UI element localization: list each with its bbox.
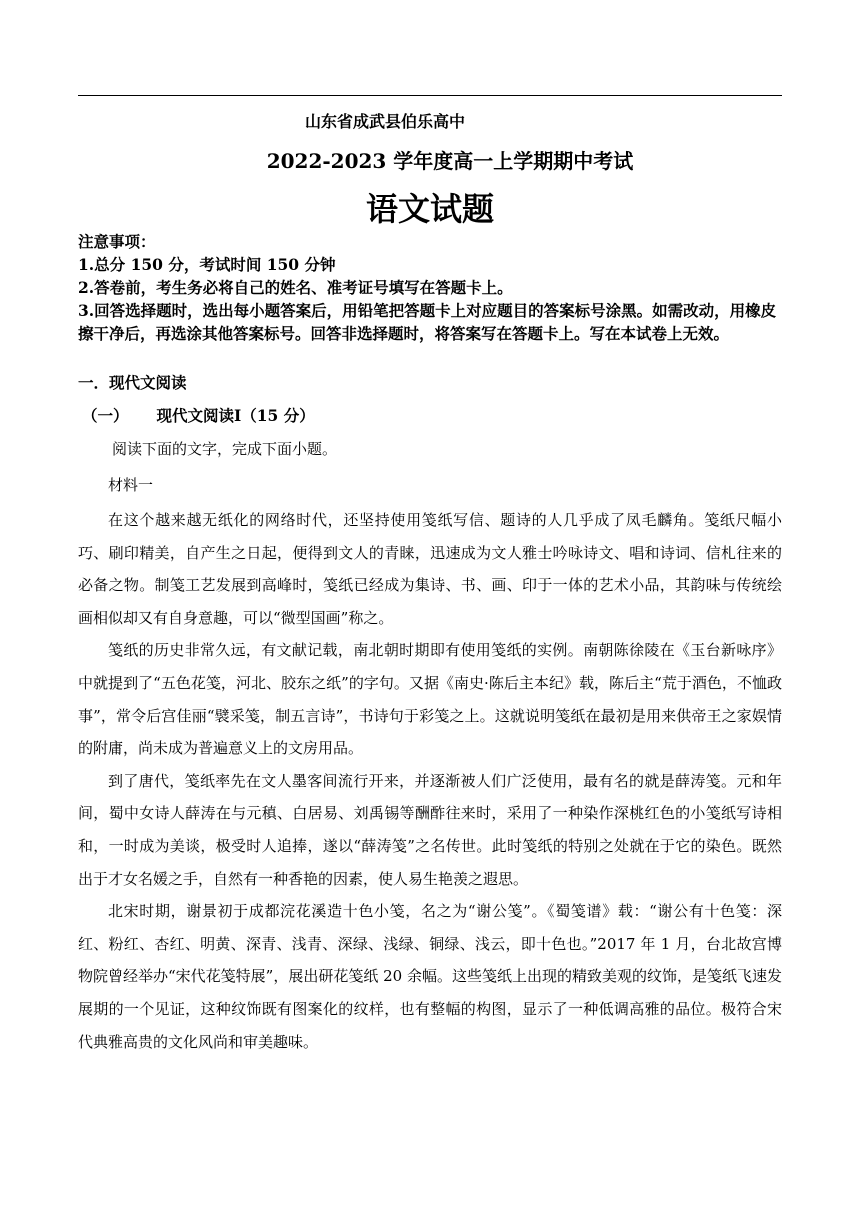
- subsection-title: 现代文阅读Ⅰ（15 分）: [156, 406, 315, 425]
- notes-heading: 注意事项：: [78, 232, 156, 251]
- passage-paragraph-2: 笺纸的历史非常久远，有文献记载，南北朝时期即有使用笺纸的实例。南朝陈徐陵在《玉台新咏序》中就提到了“五色花笺，河北、胶东之纸”的字句。又据《南史·陈后主本纪》载，陈后主“荒于酒色，不恤政事”，常令后宫佳丽“襞采笺，制五言诗”，书诗句于彩笺之上。这就说明笺纸在最初是用来供帝王之家娱情的附庸，尚未成为普遍意义上的文房用品。: [78, 641, 782, 758]
- school-name: 山东省成武县伯乐高中: [305, 112, 466, 131]
- header-rule: [78, 95, 782, 96]
- reading-instruction: 阅读下面的文字，完成下面小题。: [112, 440, 338, 458]
- passage-paragraph-1: 在这个越来越无纸化的网络时代，还坚持使用笺纸写信、题诗的人几乎成了凤毛麟角。笺纸尺幅小巧、刷印精美，自产生之日起，便得到文人的青睐，迅速成为文人雅士吟咏诗文、唱和诗词、信札往来的必备之物。制笺工艺发展到高峰时，笺纸已经成为集诗、书、画、印于一体的艺术小品，其韵味与传统绘画相似却又有自身意趣，可以“微型国画”称之。: [78, 511, 782, 627]
- page-title: 语文试题: [365, 190, 494, 228]
- material-label: 材料一: [108, 476, 154, 494]
- exam-term: 2022-2023 学年度高一上学期期中考试: [266, 149, 634, 173]
- subsection-heading: [82, 404, 315, 426]
- section-heading: 一．现代文阅读: [78, 373, 187, 392]
- note-item-1: 1.总分 150 分，考试时间 150 分钟: [78, 255, 336, 274]
- note-item-3: 3.回答选择题时，选出每小题答案后，用铅笔把答题卡上对应题目的答案标号涂黑。如需改动，用橡皮擦干净后，再选涂其他答案标号。回答非选择题时，将答案写在答题卡上。写在本试卷上无效。: [78, 301, 777, 343]
- passage-paragraph-4: 北宋时期，谢景初于成都浣花溪造十色小笺，名之为“谢公笺”。《蜀笺谱》载：“谢公有十色笺：深红、粉红、杏红、明黄、深青、浅青、深绿、浅绿、铜绿、浅云，即十色也。”2017 年 1 月，台北故宫博物院曾经举办“宋代花笺特展”，展出研花笺纸 20 余幅。这些笺纸上出现的精致美观的纹饰，是笺纸飞速发展期的一个见证，这种纹饰既有图案化的纹样，也有整幅的构图，显示了一种低调高雅的品位。极符合宋代典雅高贵的文化风尚和审美趣味。: [78, 902, 782, 1051]
- passage-body: [78, 504, 782, 1058]
- notes-block: [78, 230, 782, 345]
- subsection-number: （一）: [82, 406, 129, 425]
- passage-paragraph-3: 到了唐代，笺纸率先在文人墨客间流行开来，并逐渐被人们广泛使用，最有名的就是薛涛笺。元和年间，蜀中女诗人薛涛在与元稹、白居易、刘禹锡等酬酢往来时，采用了一种染作深桃红色的小笺纸写诗相和，一时成为美谈，极受时人追捧，遂以“薛涛笺”之名传世。此时笺纸的特别之处就在于它的染色。既然出于才女名媛之手，自然有一种香艳的因素，使人易生艳羡之遐思。: [78, 771, 782, 888]
- note-item-2: 2.答卷前，考生务必将自己的姓名、准考证号填写在答题卡上。: [78, 278, 513, 297]
